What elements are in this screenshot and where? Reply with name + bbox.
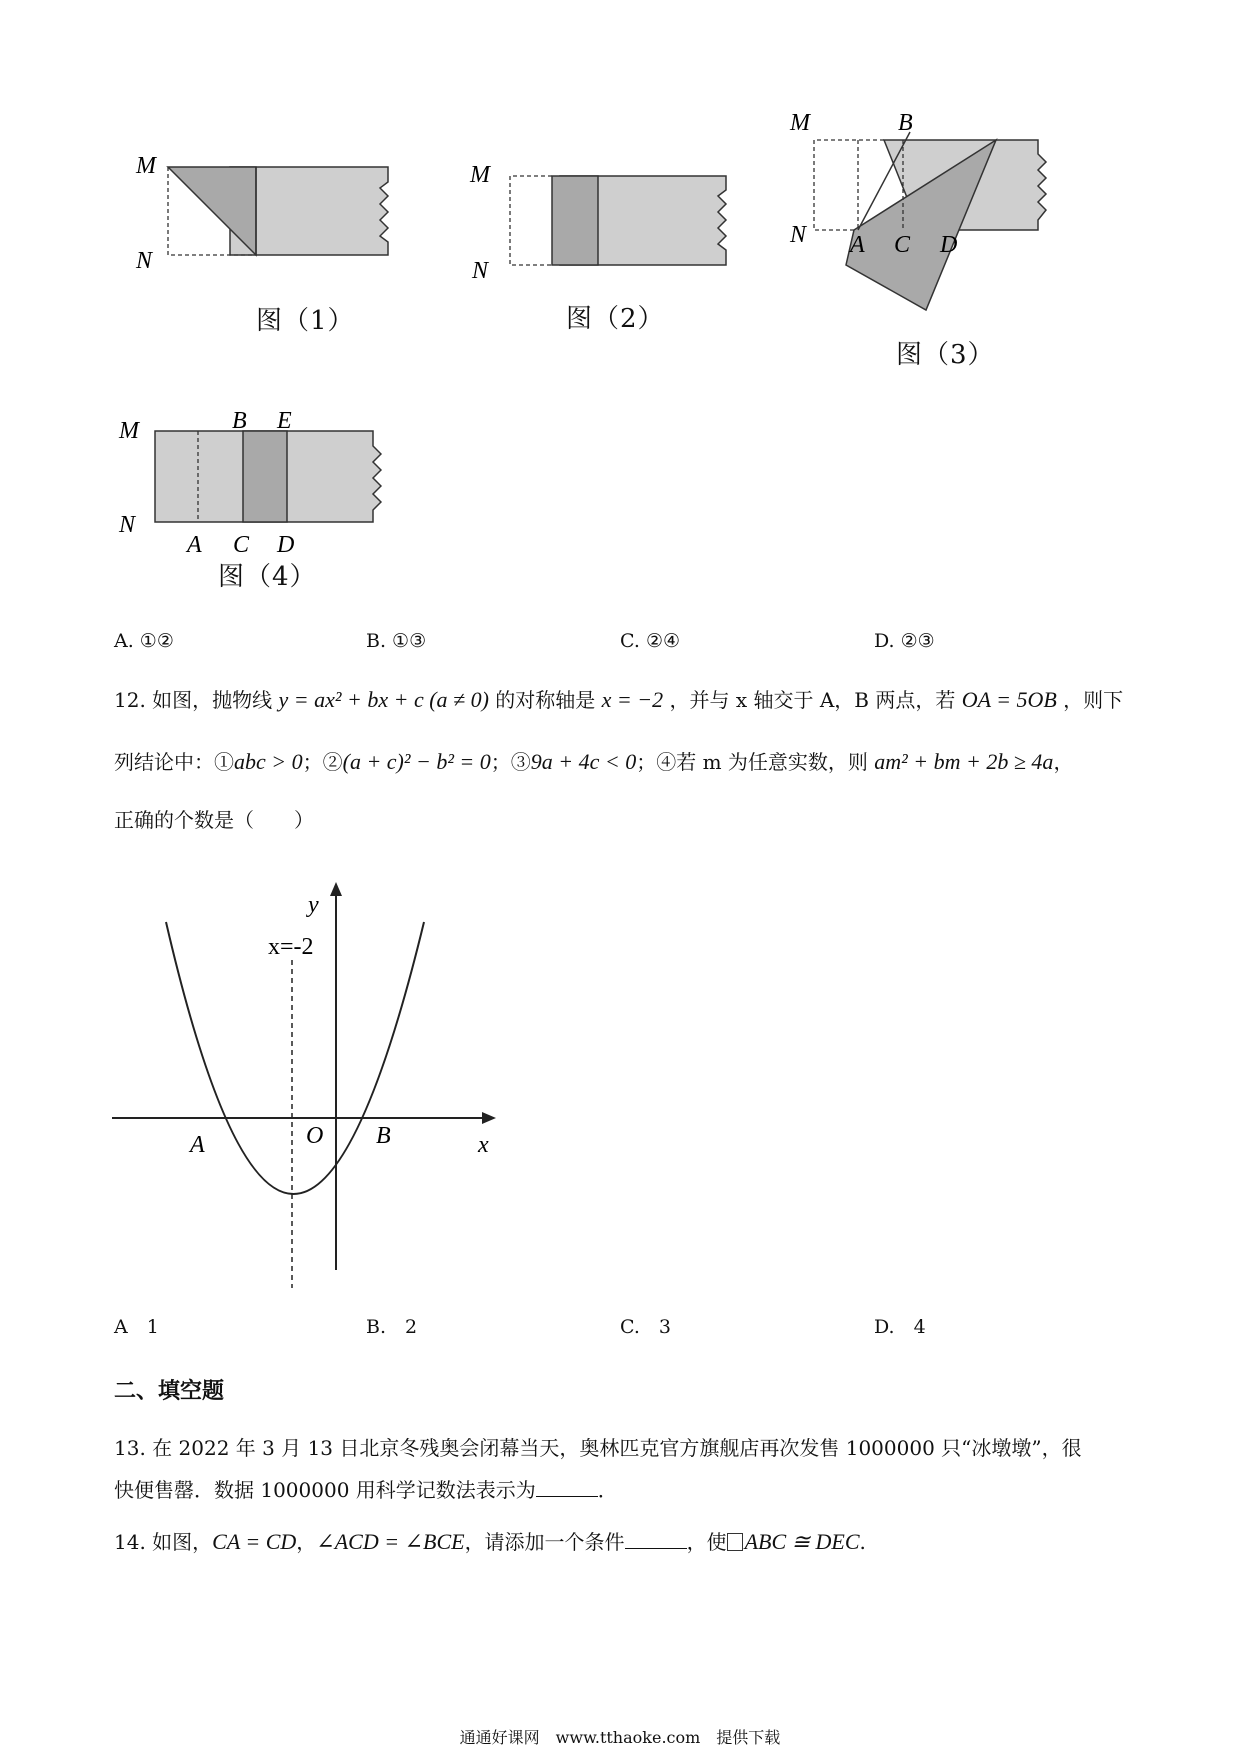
q13-answer-blank[interactable] [536,1478,598,1497]
fig2-dashed-outline [510,176,552,265]
fig4-label-N: N [119,512,136,538]
q13-line-2 [114,1474,618,1503]
fig2-caption: 图（2） [566,304,665,334]
figure-3 [790,110,1080,330]
fig1-folded-triangle [168,167,256,255]
q12-eq-parabola: y = ax² + bx + c (a ≠ 0) [278,687,489,712]
fig2-folded-band [552,176,598,265]
x-axis-label: x [478,1132,489,1158]
fig4-label-D: D [277,532,295,558]
fig1-label-M: M [136,153,156,179]
q12-option-d[interactable]: D. 4 [874,1316,926,1338]
symmetry-axis-label: x=-2 [268,934,314,960]
q13-end: ． [597,1478,618,1502]
q11-option-d[interactable]: D. ②③ [874,630,935,652]
q14-eq-3: ABC ≅ DEC [744,1529,860,1554]
x-axis-arrow [482,1112,496,1124]
fig4-caption: 图（4） [218,562,317,592]
q12-text-1d: ，则下 [1056,688,1124,712]
q11-option-b[interactable]: B. ①③ [366,630,427,652]
fig3-label-A: A [850,232,865,258]
figure-1 [130,150,410,320]
q14-answer-blank[interactable] [625,1530,687,1549]
q13-line-1: 13. 在 2022 年 3 月 13 日北京冬残奥会闭幕当天，奥林匹克官方旗舰店再次发售 1000000 只“冰墩墩”，很 [114,1436,1082,1460]
fig3-label-C: C [894,232,911,258]
q12-sep-1: ；② [302,750,343,774]
y-axis-arrow [330,882,342,896]
q12-option-c[interactable]: C. 3 [620,1316,671,1338]
fig3-label-N: N [790,222,807,248]
q14-text-a: 14. 如图， [114,1530,213,1554]
fig2-label-N: N [472,258,489,284]
q12-text-1a: 12. 如图，抛物线 [114,688,279,712]
fig1-caption: 图（1） [256,306,355,336]
q11-option-a[interactable]: A. ①② [114,630,174,652]
fig1-label-N: N [136,248,153,274]
q14-text-c: ，请添加一个条件 [464,1530,625,1554]
q12-sep-3: ；④若 m 为任意实数，则 [636,750,875,774]
fig2-label-M: M [470,162,490,188]
fig3-label-M: M [790,110,810,136]
q12-text-1c: ，并与 x 轴交于 A，B 两点，若 [663,688,962,712]
fig3-label-D: D [940,232,958,258]
q14-text-d: ，使 [686,1530,727,1554]
q12-option-b[interactable]: B. 2 [366,1316,418,1338]
q12-parabola-graph [100,860,520,1300]
q14-end: . [859,1530,866,1554]
q12-eq-axis: x = −2 [601,687,664,712]
figure-4 [115,404,415,564]
fig4-label-B: B [232,408,247,434]
q14-eq-2: ∠ACD = ∠BCE [316,1529,465,1554]
fig3-label-B: B [898,110,913,136]
point-A-label: A [190,1132,205,1158]
q12-line-2 [114,746,1073,775]
q12-end-2: ， [1053,750,1074,774]
q12-line-1 [114,684,1123,713]
q12-text-2a: 列结论中：① [114,750,234,774]
q12-conclusion-2: (a + c)² − b² = 0 [342,749,491,774]
figure-2 [470,160,750,300]
fig3-caption: 图（3） [896,340,995,370]
q14-line [114,1526,866,1555]
origin-label: O [306,1123,324,1149]
fig3-dashed-outline [814,140,884,230]
page-footer: 通通好课网 www.tthaoke.com 提供下载 [459,1728,781,1747]
fig4-folded-band [243,431,287,522]
q14-text-b: ， [296,1530,317,1554]
q12-conclusion-4: am² + bm + 2b ≥ 4a [874,749,1054,774]
triangle-icon [727,1533,743,1551]
point-B-label: B [376,1123,391,1149]
fig4-label-A: A [187,532,202,558]
q12-line-3: 正确的个数是（ ） [114,808,314,832]
section-heading: 二、填空题 [114,1378,225,1404]
q11-option-c[interactable]: C. ②④ [620,630,681,652]
q14-eq-1: CA = CD [212,1529,297,1554]
q12-sep-2: ；③ [490,750,531,774]
q13-text-2: 快便售罄．数据 1000000 用科学记数法表示为 [114,1478,536,1502]
fig4-label-C: C [233,532,250,558]
q12-eq-oa: OA = 5OB [961,687,1057,712]
q12-text-1b: 的对称轴是 [488,688,602,712]
q12-option-a[interactable]: A 1 [114,1316,159,1338]
fig4-label-M: M [119,418,139,444]
parabola-curve [166,922,424,1194]
q12-conclusion-3: 9a + 4c < 0 [530,749,637,774]
q12-conclusion-1: abc > 0 [234,749,303,774]
fig4-label-E: E [277,408,292,434]
y-axis-label: y [308,892,319,918]
